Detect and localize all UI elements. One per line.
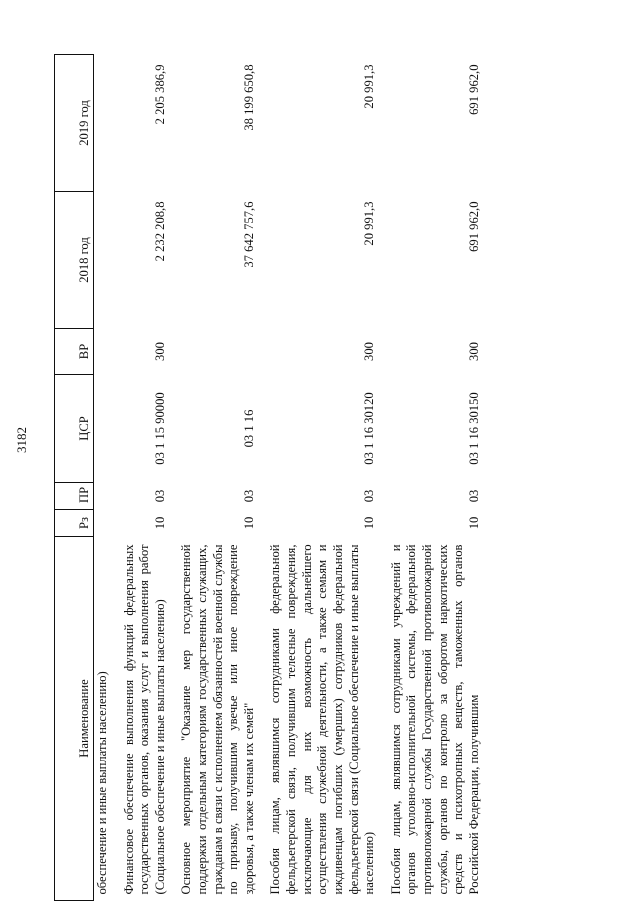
row-rz: 10 (362, 516, 377, 530)
row-2018: 20 991,3 (362, 201, 377, 246)
table-row (258, 55, 378, 901)
row-rz (94, 510, 112, 537)
row-csr: 03 1 15 90000 (152, 392, 167, 465)
table-row (112, 55, 170, 901)
header-2018: 2018 год (55, 192, 94, 329)
row-2019: 691 962,0 (466, 64, 481, 115)
row-vr (169, 329, 258, 375)
row-csr: 03 1 16 30150 (466, 392, 481, 465)
table-header-row (55, 55, 94, 901)
budget-table-page (54, 55, 600, 901)
header-vr: ВР (55, 329, 94, 375)
row-vr: 300 (362, 342, 377, 361)
row-pr: 03 (466, 489, 481, 503)
row-csr: 03 1 16 (241, 409, 256, 448)
row-2019: 20 991,3 (362, 64, 377, 109)
row-pr: 03 (241, 489, 256, 503)
row-2019 (94, 55, 112, 192)
header-rz: Рз (55, 510, 94, 537)
header-pr: ПР (55, 483, 94, 510)
table-row (94, 55, 112, 901)
row-csr: 03 1 16 30120 (362, 392, 377, 465)
row-name: Пособия лицам, являвшимся сотрудниками федеральной фельдъегерской связи, получившим телесные повреждения, исключающие для них возможность дальнейшего осуществления служебной деятельности, а также семьям и иждивенцам погибших (умерших) сотрудников федеральной фельдъегерской связи (Социальное обеспечение и иные выплаты населению) (268, 544, 377, 895)
row-pr: 03 (152, 489, 167, 503)
header-csr: ЦСР (55, 375, 94, 483)
row-2019: 38 199 650,8 (241, 64, 256, 131)
budget-table (54, 54, 483, 901)
row-rz: 10 (466, 516, 481, 530)
row-pr (94, 483, 112, 510)
row-2018: 37 642 757,6 (241, 201, 256, 268)
page-number: 3182 (14, 427, 29, 453)
row-name: обеспечение и иные выплаты населению) (95, 671, 109, 895)
header-2019: 2019 год (55, 55, 94, 192)
row-pr: 03 (362, 489, 377, 503)
row-name: Пособия лицам, являвшимся сотрудниками учреждений и органов уголовно-исполнительной системы, федеральной противопожарной службы Государственной противопожарной службы, органов по контролю за оборотом наркотических средств и психотропных веществ, таможенных органов Российской Федерации, получившим (388, 544, 481, 895)
row-2018 (94, 192, 112, 329)
table-row (379, 55, 484, 901)
row-csr (94, 375, 112, 483)
row-rz: 10 (241, 516, 256, 530)
row-vr (94, 329, 112, 375)
table-row (169, 55, 258, 901)
row-name: Финансовое обеспечение выполнения функций федеральных государственных органов, оказания услуг и выполнения работ (Социальное обеспечение и иные выплаты населению) (121, 544, 167, 895)
header-name: Наименование (55, 537, 94, 901)
row-2018: 691 962,0 (466, 201, 481, 252)
row-name: Основное мероприятие "Оказание мер государственной поддержки отдельным категориям государственных служащих, гражданам в связи с исполнением обязанностей военной службы по призыву, получившим увечье или иное повреждение здоровья, а также членам их семей" (179, 544, 256, 895)
row-2019: 2 205 386,9 (152, 64, 167, 125)
row-vr: 300 (466, 342, 481, 361)
row-rz: 10 (152, 516, 167, 530)
row-vr: 300 (152, 342, 167, 361)
row-2018: 2 232 208,8 (152, 201, 167, 262)
